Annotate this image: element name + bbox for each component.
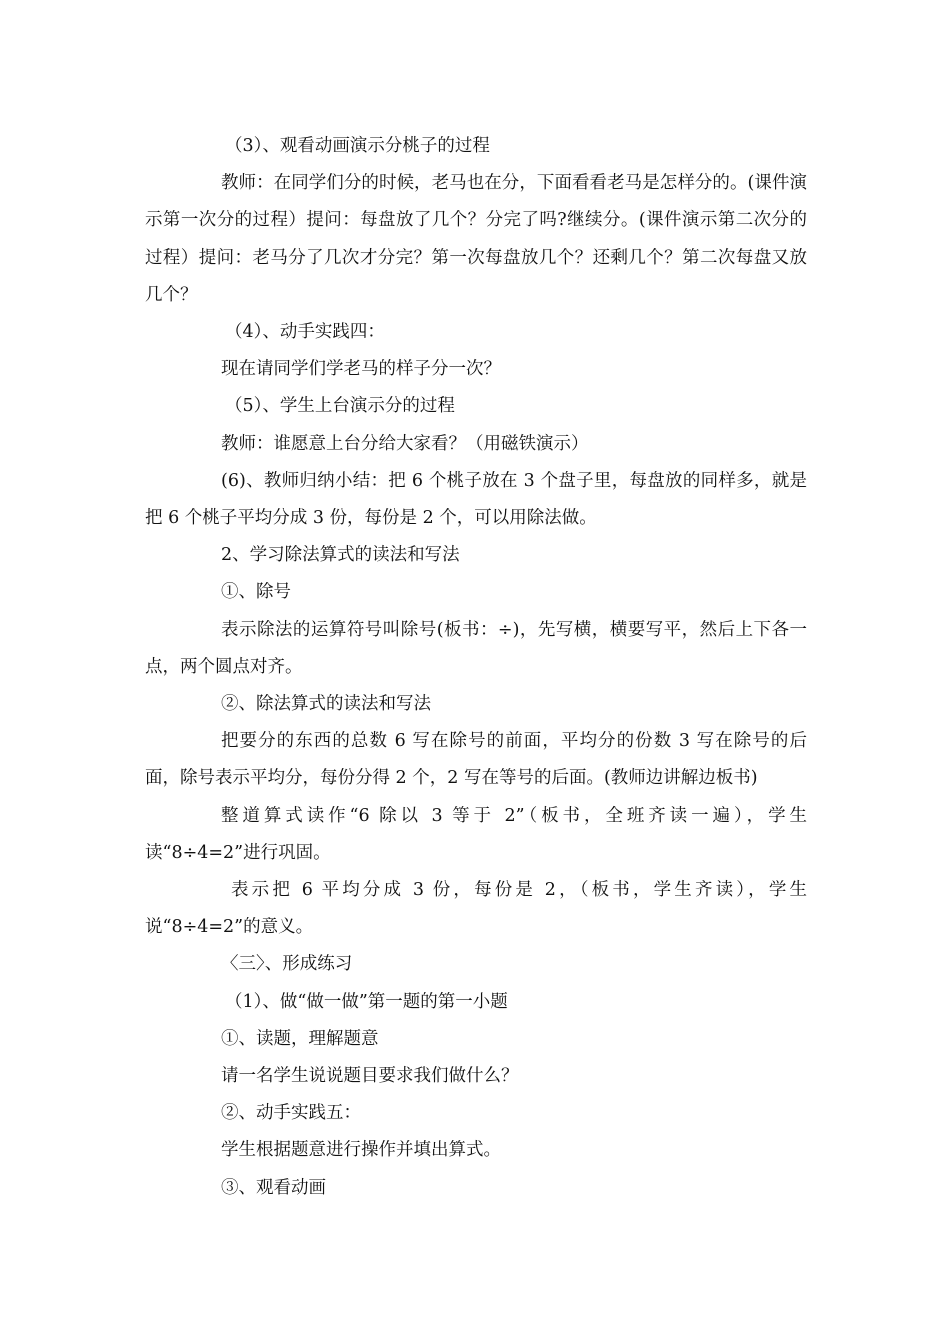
paragraph-teacher-magnet: 教师：谁愿意上台分给大家看？（用磁铁演示）	[221, 433, 589, 454]
paragraph-exercise-one: （1）、做“做一做”第一题的第一小题	[225, 991, 508, 1012]
paragraph-teacher-old-horse: 教师：在同学们分的时候，老马也在分，下面看看老马是怎样分的。(课件演示第一次分的过程）提问：每盘放了几个？分完了吗?继续分。(课件演示第二次分的过程）提问：老马分了几次才分完？第一次每盘放几个？还剩几个？第二次每盘又放几个？	[145, 173, 807, 305]
paragraph-reading-writing-method: ②、除法算式的读法和写法	[221, 694, 431, 715]
paragraph-hands-on-four: （4）、动手实践四：	[225, 322, 385, 343]
paragraph-division-symbol-desc: 表示除法的运算符号叫除号(板书：÷)，先写横，横要写平，然后上下各一点，两个圆点对齐。	[145, 619, 807, 677]
paragraph-watch-animation-2: ③、观看动画	[221, 1177, 326, 1198]
paragraph-ask-student: 请一名学生说说题目要求我们做什么？	[221, 1066, 519, 1087]
paragraph-division-sign: ①、除号	[221, 582, 291, 603]
paragraph-summary: (6)、教师归纳小结：把 6 个桃子放在 3 个盘子里，每盘放的同样多，就是把 6 个桃子平均分成 3 份，每份是 2 个，可以用除法做。	[145, 470, 807, 529]
paragraph-read-question: ①、读题，理解题意	[221, 1028, 379, 1049]
document-body	[145, 128, 807, 1207]
paragraph-section-reading-writing: 2、学习除法算式的读法和写法	[221, 545, 460, 566]
paragraph-students-divide: 现在请同学们学老马的样子分一次？	[221, 359, 501, 380]
paragraph-read-equation: 整道算式读作“6 除以 3 等于 2”（板书，全班齐读一遍），学生读“8÷4=2”进行巩固。	[145, 805, 807, 863]
paragraph-student-demo: （5）、学生上台演示分的过程	[225, 396, 455, 417]
paragraph-meaning: 表示把 6 平均分成 3 份，每份是 2，（板书，学生齐读），学生说“8÷4=2”的意义。	[145, 880, 807, 938]
paragraph-fill-equation: 学生根据题意进行操作并填出算式。	[221, 1140, 501, 1161]
paragraph-watch-animation: （3）、观看动画演示分桃子的过程	[225, 136, 490, 156]
paragraph-total-quantity: 把要分的东西的总数 6 写在除号的前面，平均分的份数 3 写在除号的后面，除号表示平均分，每份分得 2 个，2 写在等号的后面。(教师边讲解边板书)	[145, 731, 807, 789]
paragraph-section-practice: 〈三〉、形成练习	[221, 954, 353, 975]
paragraph-hands-on-five: ②、动手实践五：	[221, 1103, 361, 1124]
